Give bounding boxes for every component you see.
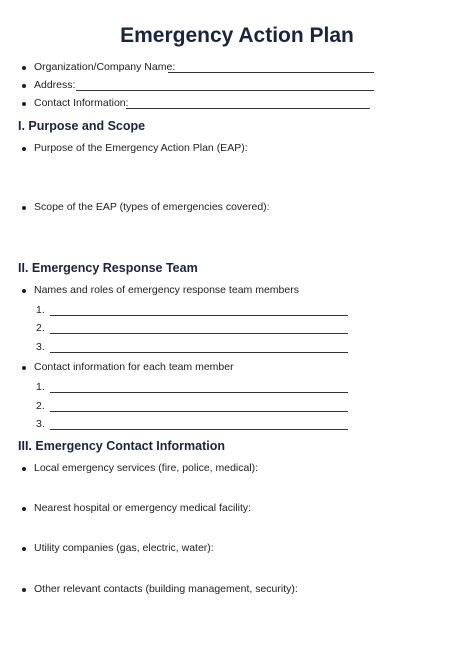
section-heading-emergency-contacts: III. Emergency Contact Information [18, 439, 225, 453]
address-line[interactable] [76, 90, 374, 91]
contact-information-line[interactable] [126, 108, 370, 109]
organization-name-line[interactable] [168, 72, 374, 73]
team-contact-line[interactable] [50, 411, 348, 412]
team-contact-line[interactable] [50, 392, 348, 393]
page-title: Emergency Action Plan [120, 24, 354, 47]
team-member-number: 3. [36, 341, 45, 353]
team-member-number: 2. [36, 322, 45, 334]
section-heading-response-team: II. Emergency Response Team [18, 261, 198, 275]
team-member-line[interactable] [50, 333, 348, 334]
team-member-number: 1. [36, 304, 45, 316]
team-member-line[interactable] [50, 352, 348, 353]
team-contact-number: 3. [36, 418, 45, 430]
team-contact-number: 1. [36, 381, 45, 393]
team-contact-line[interactable] [50, 429, 348, 430]
team-member-line[interactable] [50, 315, 348, 316]
section-heading-purpose-scope: I. Purpose and Scope [18, 119, 146, 133]
team-contact-number: 2. [36, 400, 45, 412]
